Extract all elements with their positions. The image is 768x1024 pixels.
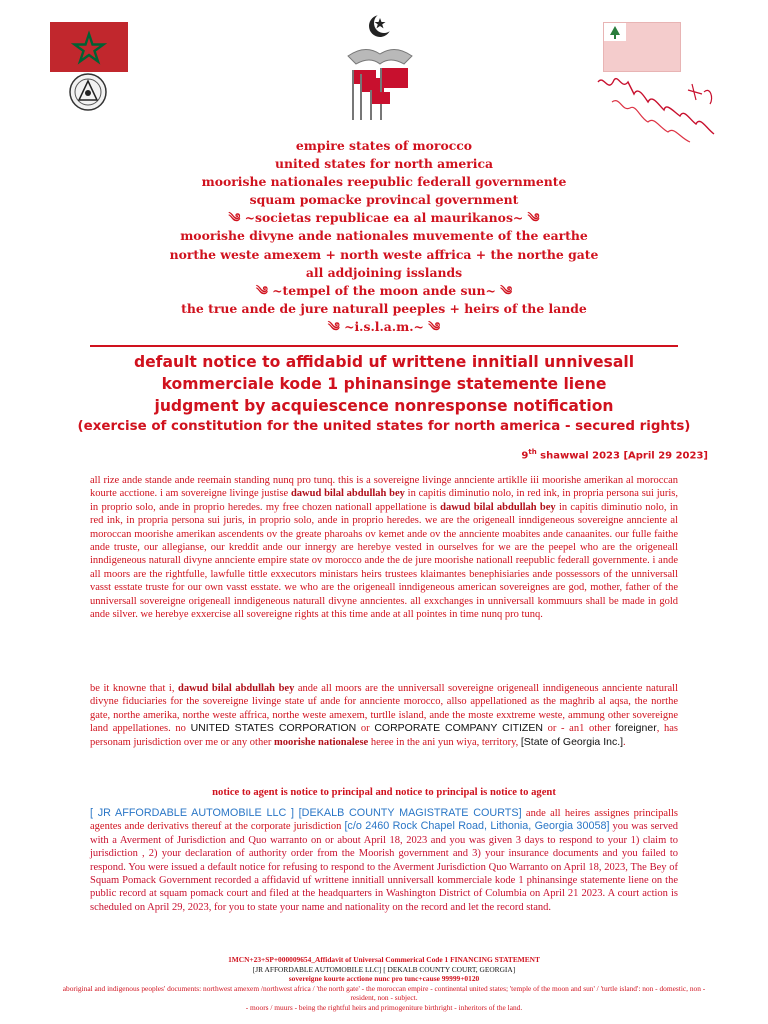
party-name: dawud bilal abdullah bey <box>178 683 295 694</box>
ornament-icon: ༄ <box>327 318 345 334</box>
document-date: 9th shawwal 2023 [April 29 2023] <box>521 448 708 462</box>
ornament-icon: ༄ <box>423 318 441 334</box>
org-line: united states for north america <box>274 156 494 172</box>
org-line: all addjoining isslands <box>305 264 463 280</box>
org-line: ༄ ~tempel of the moon ande sun~ ༄ <box>255 282 513 298</box>
paragraph-default-notice: [ JR AFFORDABLE AUTOMOBILE LLC ] [DEKALB COUNTY MAGISTRATE COURTS] ande all heires assignes principalls agentes ande derivativs thereuf at the corporate jurisdiction [c/o 2460 Rock Chapel Road, Lithonia, Georgia 30058] you was served with a Averment of Jurisdiction and Quo warranto on or about April 18, 2023 and you was given 3 days to respond to your 1) claim to jurisdiction , 2) your declaration of authority order from the Moorish government and 3) your insurance documents and you failed to respond. You were issued a default notice for refusing to respond to the Averment Jurisdiction Quo Warranto on April 18, 2023, The Bey of Squam Pomack Government recorded a affidavid uf writtene innitiall unniversall kommerciale kode 1 phinansinge statemente liene on the public record at squam pomack court and filed at the headquarters in Washington District of Columbia on April 21 2023. A court action is scheduled on April 29, 2023, for you to state your name and nationality on the record and let the record stand. <box>90 807 678 913</box>
moorish-flag-icon <box>603 22 681 72</box>
respondent-address: [c/o 2460 Rock Chapel Road, Lithonia, Georgia 30058] <box>344 820 610 833</box>
paragraph-jurisdiction: be it knowne that i, dawud bilal abdullah bey ande all moors are the unniversall sovereigne origeneall inndigeneous annciente naturall divyne fiduciaries for the sovereigne livinge state uf ande for annciente morocco, allso appellationed as the maghrib al aqsa, the northe gate, northe amerika, northe weste affrica, northe weste amexem, turtlle island, ande the moste exxtreme weste, ammung other sovereigne land appellationes. no UNITED STATES CORPORATION or CORPORATE COMPANY CITIZEN or - an1 other foreigner, has personam jurisdiction over me or any other moorishe nationalese heree in the ani yun wiya, territory, [State of Georgia Inc.]. <box>90 683 678 748</box>
org-line: moorishe nationales reepublic federall governmente <box>201 174 567 190</box>
ornament-icon: ༄ <box>495 282 513 298</box>
divider <box>90 345 678 347</box>
title-subline: (exercise of constitution for the united states for north america - secured rights) <box>77 419 691 434</box>
party-name: dawud bilal abdullah bey <box>440 501 556 513</box>
document-footer: 1MCN+23+SP+000009654_Affidavit of Universal Commerical Code 1 FINANCING STATEMENT [JR AFFORDABLE AUTOMOBILE LLC] [ DEKALB COUNTY COURT, GEORGIA] sovereigne kourte acctione nunc pro tunc+cause 99999+0120 aboriginal and indigenous peoples' documents: northwest amexem /northwest africa / 'the north gate' - the moroccan empire - continental united states; 'temple of the moon and sun' / 'turtle island': non - domestic, non - resident, non - subject. - moors / muurs - being the rightful heirs and primogeniture birthright - inheritors of the land. <box>62 955 706 1012</box>
organization-header <box>0 137 768 336</box>
title-line: judgment by acquiescence nonresponse notification <box>154 397 614 415</box>
org-line: empire states of morocco <box>295 138 473 153</box>
org-line: ༄ ~i.s.l.a.m.~ ༄ <box>327 318 441 334</box>
paragraph-declaration: all rize ande stande ande reemain standing nunq pro tunq. this is a sovereigne livinge annciente artiklle iii moorishe amerikan al moroccan kourte acctione. i am sovereigne livinge justise dawud bilal abdullah bey in capitis diminutio nolo, in red ink, in propria persona sui juris, in proprio solo, ande in proprio heredes. my free chozen nationall appellatione is dawud bilal abdullah bey in capitis diminutio nolo, in red ink, in propria persona sui juris, in proprio solo, ande in proprio heredes. we are the origeneall inndigeneous sovereigne annciente al moroccan moorishe amerikan ascendents ov the greate pharoahs ov kemet ande ov the annciente moabites ande canaanites. our fulle faithe ande truste, our allegianse, our kreddit ande our innergy are herebye vested in ourselves for we are the peepel who are the origeneall inndigeneous naturall divyne annciente empire state ov morocco ande the de jure moorishe nationall reepublic federall governmente. i ande all moors are the rightfulle, lawfulle tittle exxecutors ministars heirs trustees klaimantes benephisiaries ande possessors of the unniversall vasst esstate truste for our own vasst esstate. we who are the origeneall inndigeneous american sovereignes are god, mother, father of the unniversall sovereigne origeneall inndigeneous naturall divyne anncientes. all exxchanges in unniversall kommuurs shall be made in gold ande silver. we herebye exxercise all sovereigne rights at this time ande at all pointes in time nunq pro tunq. <box>90 475 679 621</box>
org-line: ༄ ~societas republicae ea al maurikanos~ ༄ <box>228 210 540 226</box>
seal-emblem-icon <box>68 72 108 112</box>
party-name: dawud bilal abdullah bey <box>290 488 405 500</box>
ornament-icon: ༄ <box>228 210 245 226</box>
notice-statement: notice to agent is notice to principal and notice to principal is notice to agent <box>212 787 556 798</box>
org-line: squam pomacke provincal government <box>249 192 519 208</box>
org-line: the true ande de jure naturall peeples + heirs of the lande <box>181 300 587 316</box>
crescent-star-emblem-icon <box>330 8 430 123</box>
respondent-names: [ JR AFFORDABLE AUTOMOBILE LLC ] [DEKALB COUNTY MAGISTRATE COURTS] <box>90 807 522 819</box>
document-title <box>0 351 768 437</box>
title-line: kommerciale kode 1 phinansinge statemente liene <box>161 375 607 393</box>
org-line: northe weste amexem + north weste affrica + the northe gate <box>169 246 599 262</box>
ornament-icon: ༄ <box>523 210 540 226</box>
ornament-icon: ༄ <box>255 282 273 298</box>
title-line: default notice to affidabid uf writtene innitiall unnivesall <box>133 353 635 371</box>
org-line: moorishe divyne ande nationales muvemente of the earthe <box>180 228 588 244</box>
morocco-flag-icon <box>50 22 128 72</box>
